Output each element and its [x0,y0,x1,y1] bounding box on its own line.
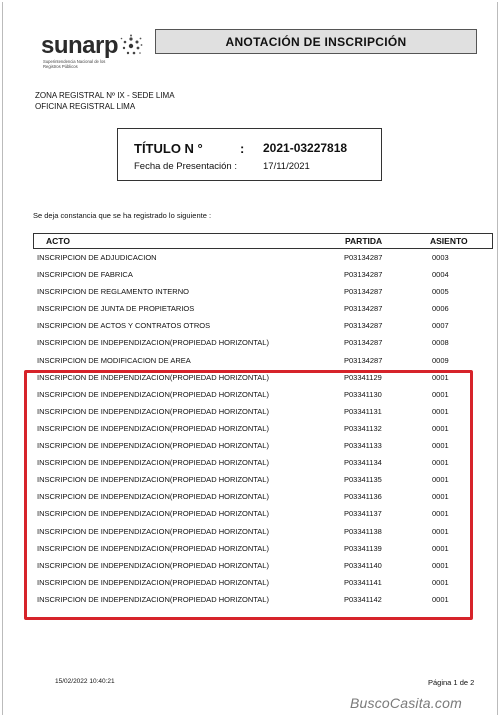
constancia-text: Se deja constancia que se ha registrado lo siguiente : [33,211,212,220]
cell-asiento: 0001 [432,423,449,433]
cell-asiento: 0001 [432,458,449,468]
cell-acto: INSCRIPCION DE INDEPENDIZACION(PROPIEDAD HORIZONTAL) [37,406,269,416]
cell-acto: INSCRIPCION DE INDEPENDIZACION(PROPIEDAD HORIZONTAL) [37,423,269,433]
cell-partida: P03134287 [344,355,383,365]
highlight-box [24,370,473,620]
cell-asiento: 0001 [432,526,449,536]
logo-dots-icon [119,34,143,58]
cell-asiento: 0004 [432,270,449,280]
table-header [33,233,493,249]
cell-asiento: 0001 [432,594,449,604]
cell-partida: P03341137 [344,509,382,519]
cell-partida: P03134287 [344,321,383,331]
cell-acto: INSCRIPCION DE INDEPENDIZACION(PROPIEDAD HORIZONTAL) [37,372,269,382]
table-row [37,250,477,267]
cell-partida: P03341140 [344,560,382,570]
cell-asiento: 0005 [432,287,449,297]
footer-page-number: Página 1 de 2 [428,678,475,687]
header-asiento: ASIENTO [430,236,468,246]
cell-partida: P03341141 [344,577,382,587]
header-acto: ACTO [46,236,70,246]
cell-asiento: 0001 [432,475,449,485]
cell-partida: P03341131 [344,406,382,416]
cell-partida: P03134287 [344,253,383,262]
cell-partida: P03134287 [344,338,383,348]
cell-partida: P03341138 [344,526,382,536]
zona-line: ZONA REGISTRAL Nº IX - SEDE LIMA [35,91,175,100]
cell-asiento: 0009 [432,355,449,365]
cell-acto: INSCRIPCION DE MODIFICACION DE AREA [37,355,191,365]
oficina-line: OFICINA REGISTRAL LIMA [35,101,136,111]
cell-asiento: 0001 [432,543,449,553]
fecha-label: Fecha de Presentación : [134,161,237,172]
cell-acto: INSCRIPCION DE FABRICA [37,270,133,280]
cell-asiento: 0001 [432,389,449,399]
table-row [37,301,477,318]
cell-asiento: 0003 [432,253,449,262]
cell-partida: P03341132 [344,423,382,433]
cell-partida: P03341136 [344,492,382,502]
cell-partida: P03341129 [344,372,382,382]
table-row [37,335,477,352]
cell-asiento: 0008 [432,338,449,348]
cell-acto: INSCRIPCION DE INDEPENDIZACION(PROPIEDAD HORIZONTAL) [37,577,269,587]
cell-asiento: 0007 [432,321,449,331]
cell-asiento: 0001 [432,406,449,416]
cell-acto: INSCRIPCION DE INDEPENDIZACION(PROPIEDAD HORIZONTAL) [37,441,269,451]
zona-registral [35,91,175,112]
table-row [37,318,477,335]
cell-partida: P03134287 [344,270,383,280]
cell-asiento: 0006 [432,304,449,314]
cell-acto: INSCRIPCION DE ADJUDICACION [37,253,157,262]
cell-acto: INSCRIPCION DE JUNTA DE PROPIETARIOS [37,304,195,314]
cell-partida: P03341133 [344,441,382,451]
cell-acto: INSCRIPCION DE INDEPENDIZACION(PROPIEDAD HORIZONTAL) [37,389,269,399]
table-row [37,284,477,301]
cell-asiento: 0001 [432,372,449,382]
cell-asiento: 0001 [432,441,449,451]
logo-wordmark: sunarp [41,32,119,59]
table-row [37,353,477,370]
cell-asiento: 0001 [432,509,449,519]
footer-date: 15/02/2022 10:40:21 [55,678,115,685]
cell-acto: INSCRIPCION DE INDEPENDIZACION(PROPIEDAD HORIZONTAL) [37,560,269,570]
sunarp-logo [41,32,141,72]
cell-partida: P03134287 [344,304,383,314]
cell-acto: INSCRIPCION DE INDEPENDIZACION(PROPIEDAD HORIZONTAL) [37,458,269,468]
cell-acto: INSCRIPCION DE INDEPENDIZACION(PROPIEDAD HORIZONTAL) [37,509,269,519]
cell-acto: INSCRIPCION DE INDEPENDIZACION(PROPIEDAD HORIZONTAL) [37,594,269,604]
cell-acto: INSCRIPCION DE INDEPENDIZACION(PROPIEDAD HORIZONTAL) [37,338,269,348]
document-page [2,2,498,715]
titulo-number: 2021-03227818 [263,141,348,155]
document-title: ANOTACIÓN DE INSCRIPCIÓN [155,29,477,54]
cell-acto: INSCRIPCION DE INDEPENDIZACION(PROPIEDAD HORIZONTAL) [37,492,269,502]
cell-partida: P03341139 [344,543,382,553]
cell-acto: INSCRIPCION DE INDEPENDIZACION(PROPIEDAD HORIZONTAL) [37,526,269,536]
cell-asiento: 0001 [432,492,449,502]
cell-partida: P03341142 [344,594,382,604]
table-row [37,267,477,284]
titulo-box [117,128,382,181]
logo-subtitle: Superintendencia Nacional de los Registros Públicos [43,59,106,69]
cell-acto: INSCRIPCION DE ACTOS Y CONTRATOS OTROS [37,321,211,331]
fecha-value: 17/11/2021 [263,161,310,172]
cell-asiento: 0001 [432,577,449,587]
cell-partida: P03341134 [344,458,382,468]
cell-asiento: 0001 [432,560,449,570]
cell-partida: P03341130 [344,389,382,399]
titulo-label: TÍTULO N ° [134,141,203,156]
cell-partida: P03134287 [344,287,383,297]
header-partida: PARTIDA [345,236,383,246]
watermark: BuscoCasita.com [350,695,462,711]
cell-acto: INSCRIPCION DE INDEPENDIZACION(PROPIEDAD HORIZONTAL) [37,475,269,485]
cell-acto: INSCRIPCION DE INDEPENDIZACION(PROPIEDAD HORIZONTAL) [37,543,269,553]
titulo-colon: : [240,141,245,156]
cell-partida: P03341135 [344,475,382,485]
cell-acto: INSCRIPCION DE REGLAMENTO INTERNO [37,287,189,297]
